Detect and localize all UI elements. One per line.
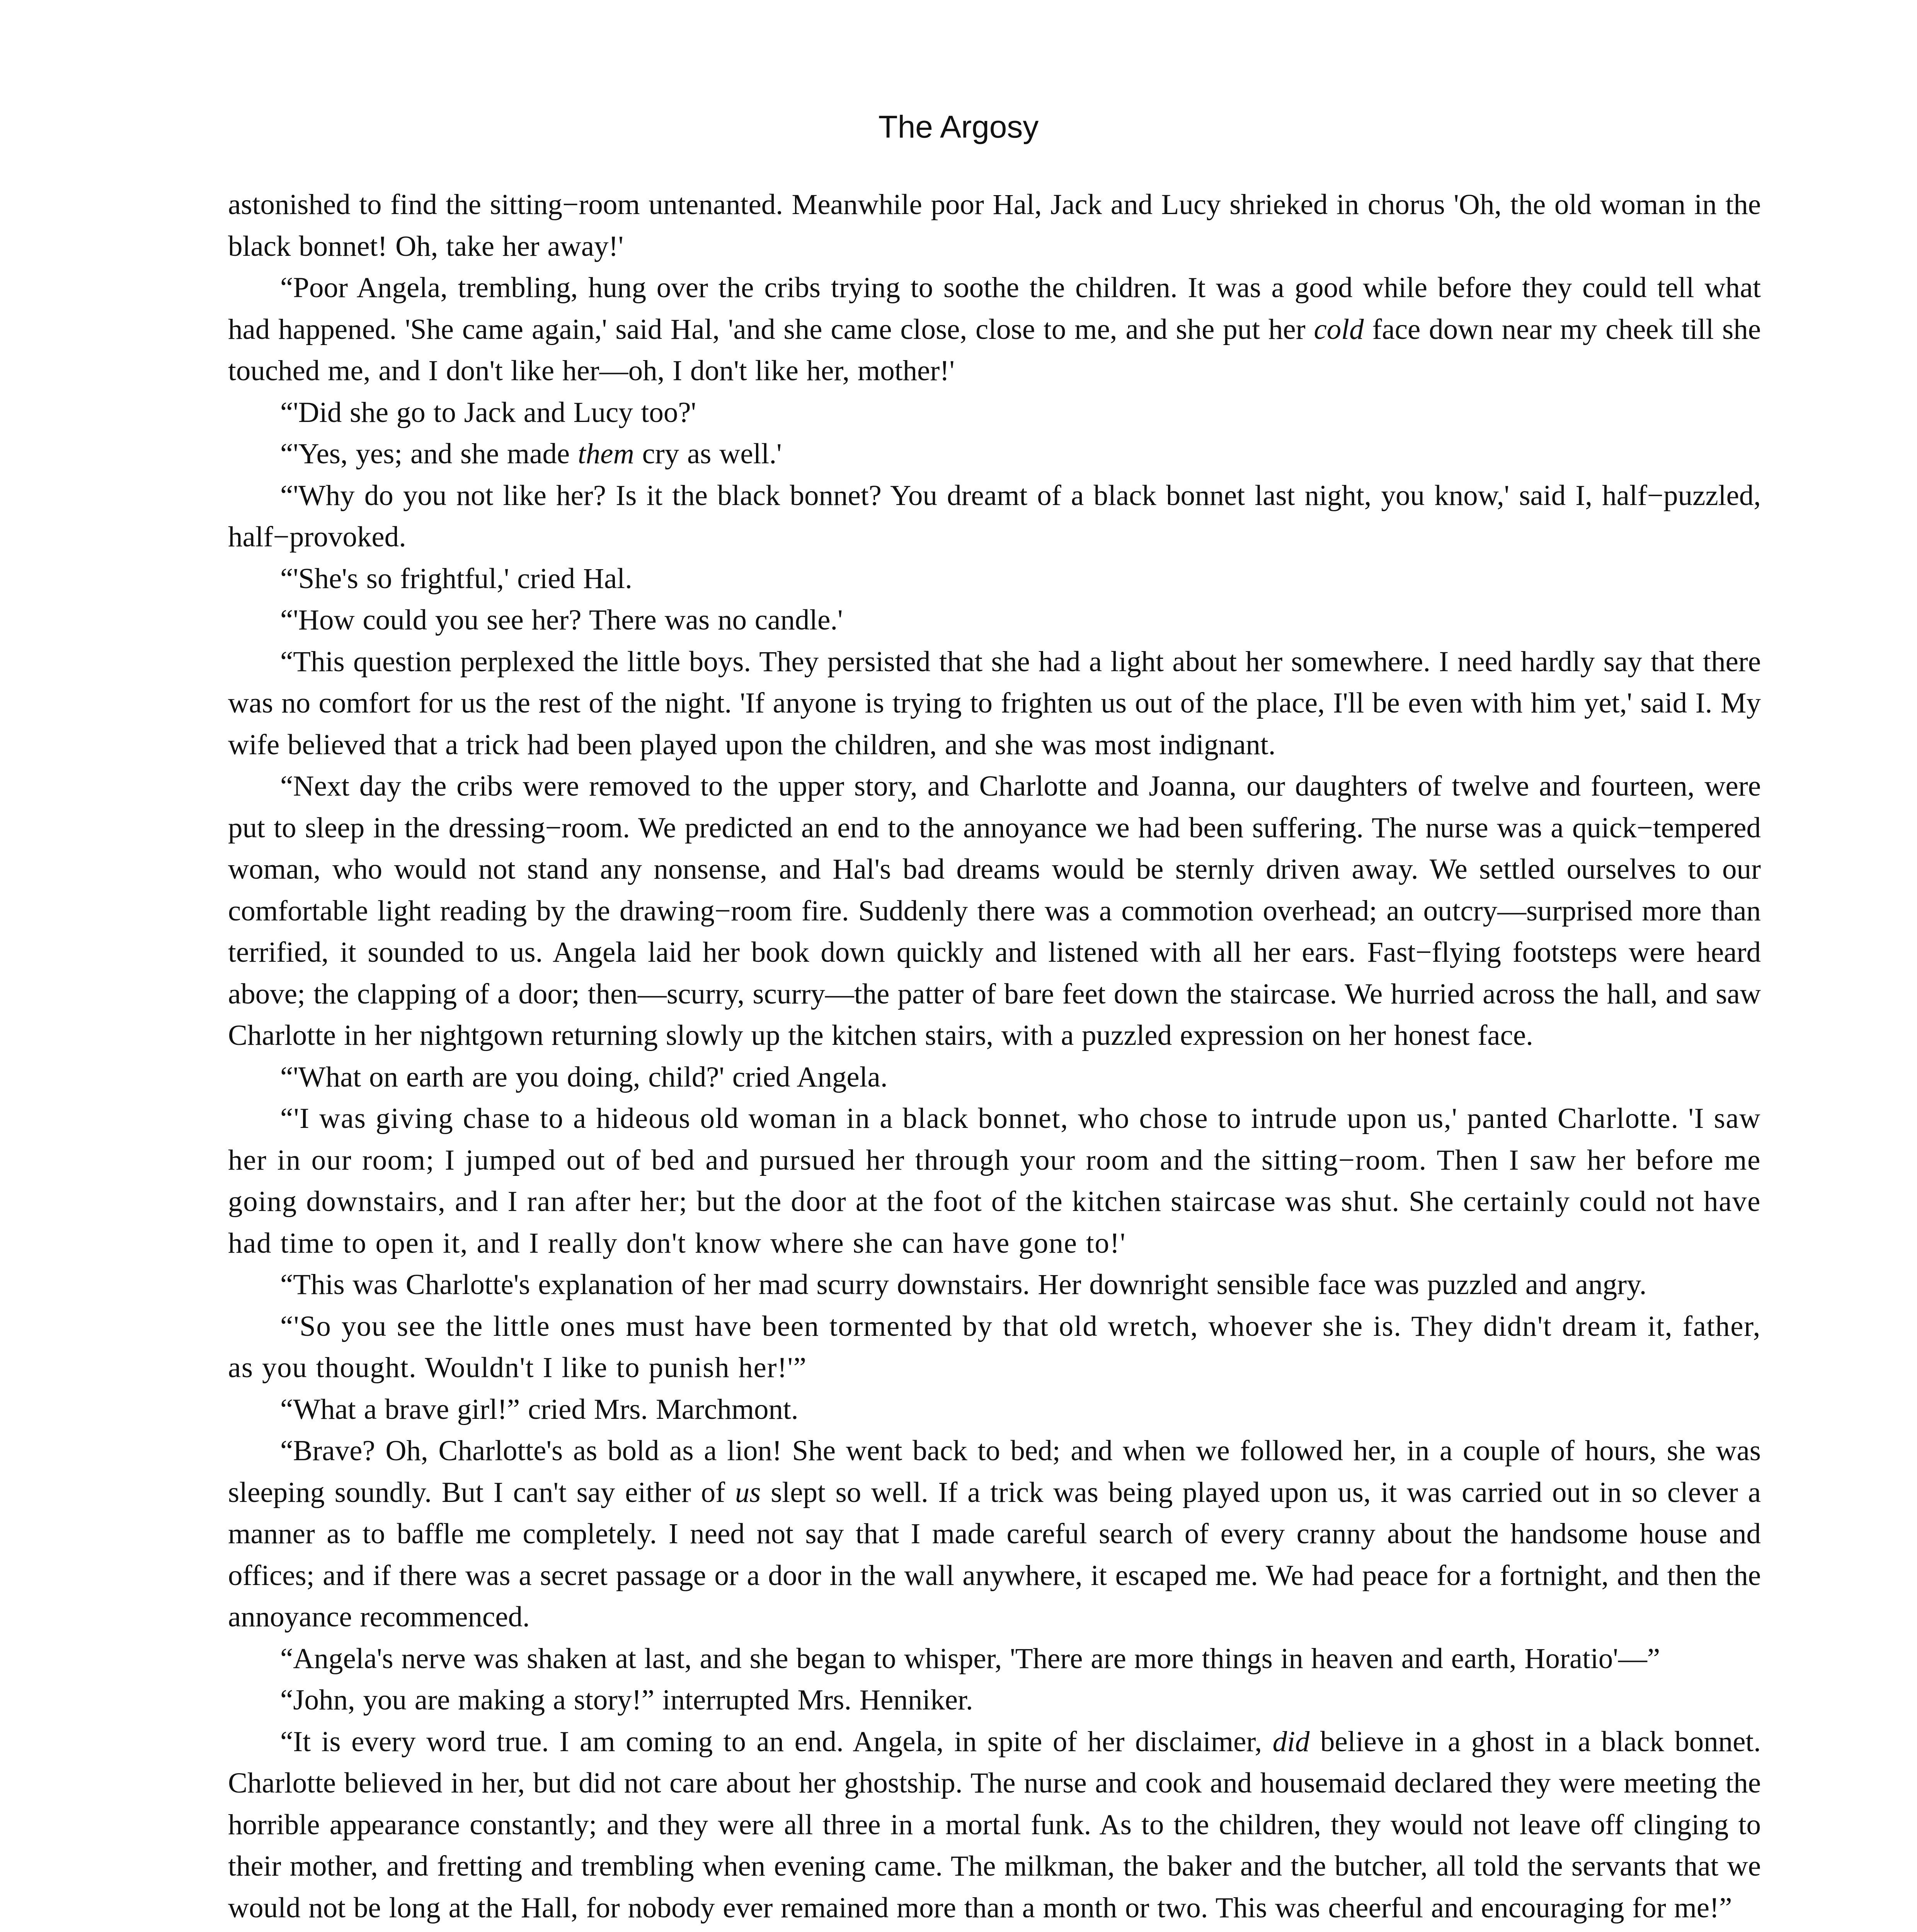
paragraph [228, 267, 1761, 392]
paragraph [228, 1430, 1761, 1638]
text-run: slept so well. If a trick was being played upon us, it was carried out in so clever a manner as to baffle me completely. I need not say that I made careful search of every cranny about the handsome house and offices; and if there was a secret passage or a door in the wall anywhere, it escaped me. We had peace for a fortnight, and then the annoyance recommenced. [228, 1476, 1761, 1633]
text-run: “John, you are making a story!” interrupted Mrs. Henniker. [280, 1684, 973, 1716]
paragraph [228, 433, 1761, 475]
paragraph [228, 1056, 1761, 1098]
italic-text: cold [1314, 313, 1364, 345]
paragraph [228, 1098, 1761, 1264]
text-run: cry as well.' [634, 438, 782, 470]
paragraph [228, 392, 1761, 434]
paragraph [228, 599, 1761, 641]
text-run: “'What on earth are you doing, child?' cried Angela. [280, 1061, 888, 1093]
body-text [228, 184, 1761, 1932]
paragraph [228, 1264, 1761, 1306]
running-title: The Argosy [878, 109, 1039, 145]
paragraph [228, 184, 1761, 267]
text-run: “Poor Angela, trembling, hung over the cribs trying to soothe the children. It was a good while before they could tell what had happened. 'She came again,' said Hal, 'and she came close, close to me, and she put her [228, 272, 1761, 345]
text-run: “Next day the cribs were removed to the upper story, and Charlotte and Joanna, our daughters of twelve and fourteen, were put to sleep in the dressing−room. We predicted an end to the annoyance we had been suffering. The nurse was a quick−tempered woman, who would not stand any nonsense, and Hal's bad dreams would be sternly driven away. We settled ourselves to our comfortable light reading by the drawing−room fire. Suddenly there was a commotion overhead; an outcry—surprised more than terrified, it sounded to us. Angela laid her book down quickly and listened with all her ears. Fast−flying footsteps were heard above; the clapping of a door; then—scurry, scurry—the patter of bare feet down the staircase. We hurried across the hall, and saw Charlotte in her nightgown returning slowly up the kitchen stairs, with a puzzled expression on her honest face. [228, 770, 1761, 1051]
paragraph [228, 558, 1761, 600]
text-run: “This was Charlotte's explanation of her mad scurry downstairs. Her downright sensible face was puzzled and angry. [280, 1269, 1647, 1301]
text-run: “'Yes, yes; and she made [280, 438, 578, 470]
text-run: “'She's so frightful,' cried Hal. [280, 562, 632, 595]
text-run: “Angela's nerve was shaken at last, and she began to whisper, 'There are more things in heaven and earth, Horatio'—” [280, 1642, 1660, 1675]
paragraph [228, 1679, 1761, 1721]
italic-text: did [1272, 1725, 1310, 1758]
text-run: astonished to find the sitting−room untenanted. Meanwhile poor Hal, Jack and Lucy shrieked in chorus 'Oh, the old woman in the black bonnet! Oh, take her away!' [228, 189, 1761, 262]
text-run: “It is every word true. I am coming to an end. Angela, in spite of her disclaimer, [280, 1725, 1273, 1758]
italic-text: them [577, 438, 634, 470]
paragraph [228, 1638, 1761, 1680]
paragraph [228, 641, 1761, 766]
text-run: “This question perplexed the little boys. They persisted that she had a light about her somewhere. I need hardly say that there was no comfort for us the rest of the night. 'If anyone is trying to frighten us out of the place, I'll be even with him yet,' said I. My wife believed that a trick had been played upon the children, and she was most indignant. [228, 645, 1761, 761]
text-run: “'Why do you not like her? Is it the black bonnet? You dreamt of a black bonnet last night, you know,' said I, half−puzzled, half−provoked. [228, 479, 1761, 553]
text-run: believe in a ghost in a black bonnet. Charlotte believed in her, but did not care about her ghostship. The nurse and cook and housemaid declared they were meeting the horrible appearance constantly; and they were all three in a mortal funk. As to the children, they would not leave off clinging to their mother, and fretting and trembling when evening came. The milkman, the baker and the butcher, all told the servants that we would not be long at the Hall, for nobody ever remained more than a month or two. This was cheerful and encouraging for me!” [228, 1725, 1761, 1924]
text-run: “'How could you see her? There was no candle.' [280, 604, 843, 636]
text-run: “What a brave girl!” cried Mrs. Marchmont. [280, 1393, 798, 1425]
paragraph [228, 1721, 1761, 1929]
text-run: face down near my cheek till she touched me, and I don't like her—oh, I don't like her, mother!' [228, 313, 1761, 387]
text-run: “'So you see the little ones must have been tormented by that old wretch, whoever she is. They didn't dream it, father, as you thought. Wouldn't I like to punish her!'” [228, 1310, 1761, 1384]
paragraph [228, 765, 1761, 1056]
paragraph [228, 475, 1761, 558]
paragraph [228, 1389, 1761, 1430]
text-run: “'I was giving chase to a hideous old woman in a black bonnet, who chose to intrude upon us,' panted Charlotte. 'I saw her in our room; I jumped out of bed and pursued her through your room and the sitting−room. Then I saw her before me going downstairs, and I ran after her; but the door at the foot of the kitchen staircase was shut. She certainly could not have had time to open it, and I really don't know where she can have gone to!' [228, 1102, 1761, 1259]
text-run: “Brave? Oh, Charlotte's as bold as a lion! She went back to bed; and when we followed her, in a couple of hours, she was sleeping soundly. But I can't say either of [228, 1435, 1761, 1509]
italic-text: us [735, 1476, 761, 1509]
text-run: “'Did she go to Jack and Lucy too?' [280, 396, 696, 429]
paragraph [228, 1929, 1761, 1932]
paragraph [228, 1306, 1761, 1389]
